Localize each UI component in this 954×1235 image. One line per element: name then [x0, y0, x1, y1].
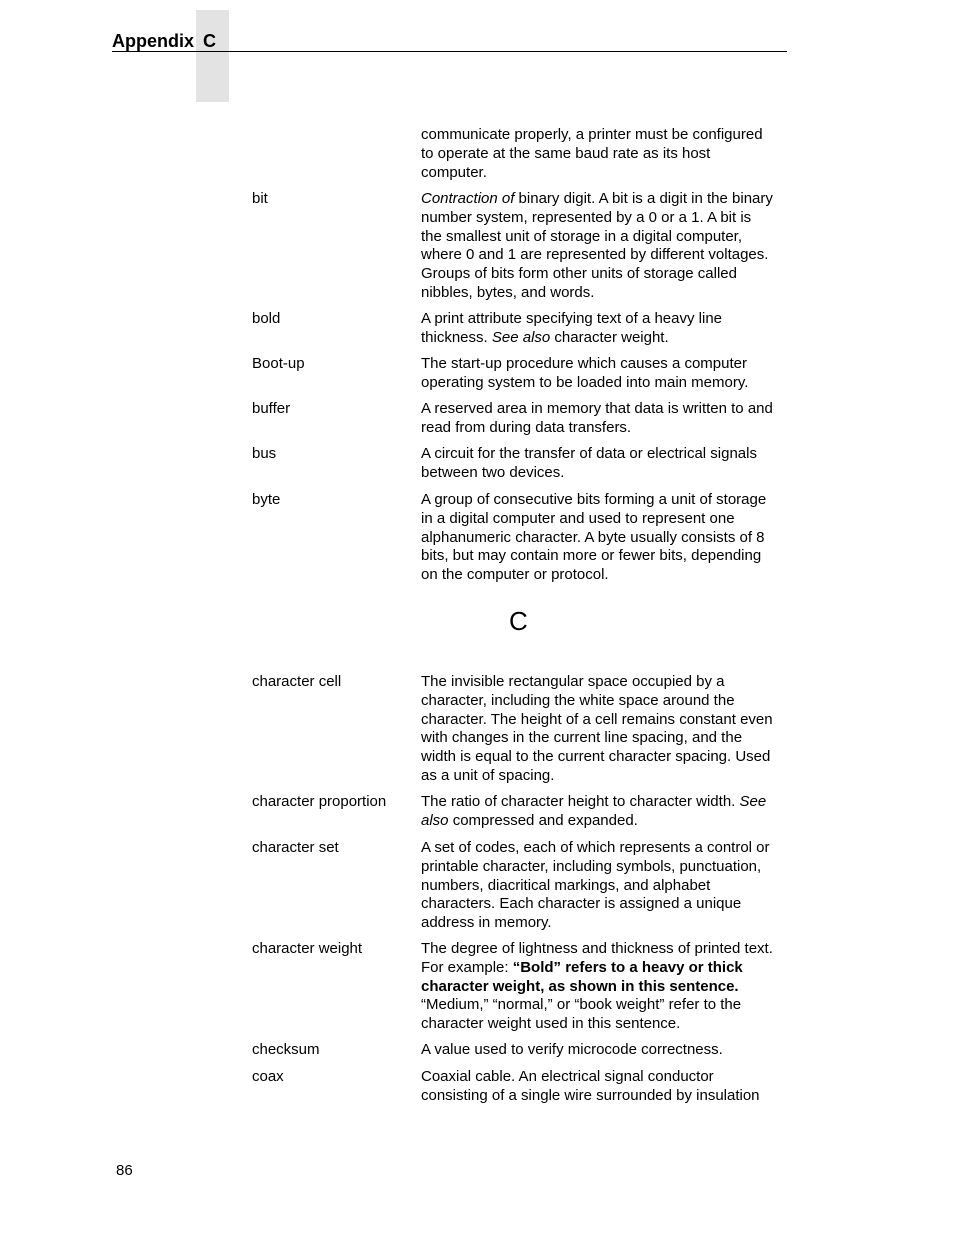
glossary-term: bold: [252, 310, 281, 327]
glossary-definition: The ratio of character height to character width. See also compressed and expanded.: [421, 793, 767, 829]
glossary-term: bus: [252, 445, 277, 462]
chapter-tab-marker: [196, 10, 229, 102]
glossary-term: coax: [252, 1068, 284, 1085]
header-appendix-letter: C: [203, 31, 217, 51]
page-number: 86: [116, 1162, 133, 1179]
glossary-definition: A value used to verify microcode correctness.: [421, 1041, 723, 1058]
glossary-definition: A group of consecutive bits forming a unit of storage in a digital computer and used to represent one alphanumeric character. A byte usually consists of 8 bits, but may contain more or fewer bits, depending on the computer or protocol.: [421, 491, 767, 584]
glossary-term: byte: [252, 491, 281, 508]
glossary-definition: A circuit for the transfer of data or electrical signals between two devices.: [421, 445, 757, 481]
glossary-definition: communicate properly, a printer must be configured to operate at the same baud rate as its host computer.: [421, 126, 763, 181]
glossary-definition: A print attribute specifying text of a heavy line thickness. See also character weight.: [421, 310, 723, 346]
header-appendix-label: Appendix: [112, 31, 195, 51]
running-header: [112, 30, 216, 52]
glossary-term: buffer: [252, 400, 291, 417]
glossary-term: Boot-up: [252, 355, 305, 372]
glossary-term: character set: [252, 839, 339, 856]
glossary-definition: The invisible rectangular space occupied by a character, including the white space around the character. The height of a cell remains constant even with changes in the current line spacing, and the width is equal to the current character spacing. Used as a unit of spacing.: [421, 673, 773, 784]
glossary-definition: The start-up procedure which causes a computer operating system to be loaded into main memory.: [421, 355, 749, 391]
glossary-definition: The degree of lightness and thickness of printed text. For example: “Bold” refers to a heavy or thick character weight, as shown in this sentence. “Medium,” “normal,” or “book weight” refer to the character weight used in this sentence.: [421, 940, 773, 1033]
section-letter-heading: C: [509, 606, 528, 636]
glossary-definition: Contraction of binary digit. A bit is a digit in the binary number system, represented by a 0 or a 1. A bit is the smallest unit of storage in a digital computer, where 0 and 1 are represented by different voltages. Groups of bits form other units of storage called nibbles, bytes, and words.: [421, 190, 773, 301]
glossary-definition: Coaxial cable. An electrical signal conductor consisting of a single wire surrounded by insulation: [421, 1068, 760, 1104]
glossary-term: bit: [252, 190, 268, 207]
glossary-definition: A reserved area in memory that data is written to and read from during data transfers.: [421, 400, 773, 436]
glossary-term: character cell: [252, 673, 342, 690]
glossary-term: checksum: [252, 1041, 320, 1058]
glossary-term: character weight: [252, 940, 363, 957]
glossary-definition: A set of codes, each of which represents a control or printable character, including symbols, punctuation, numbers, diacritical markings, and alphabet characters. Each character is assigned a unique address in memory.: [421, 839, 770, 932]
header-rule: [112, 51, 787, 52]
glossary-term: character proportion: [252, 793, 387, 810]
